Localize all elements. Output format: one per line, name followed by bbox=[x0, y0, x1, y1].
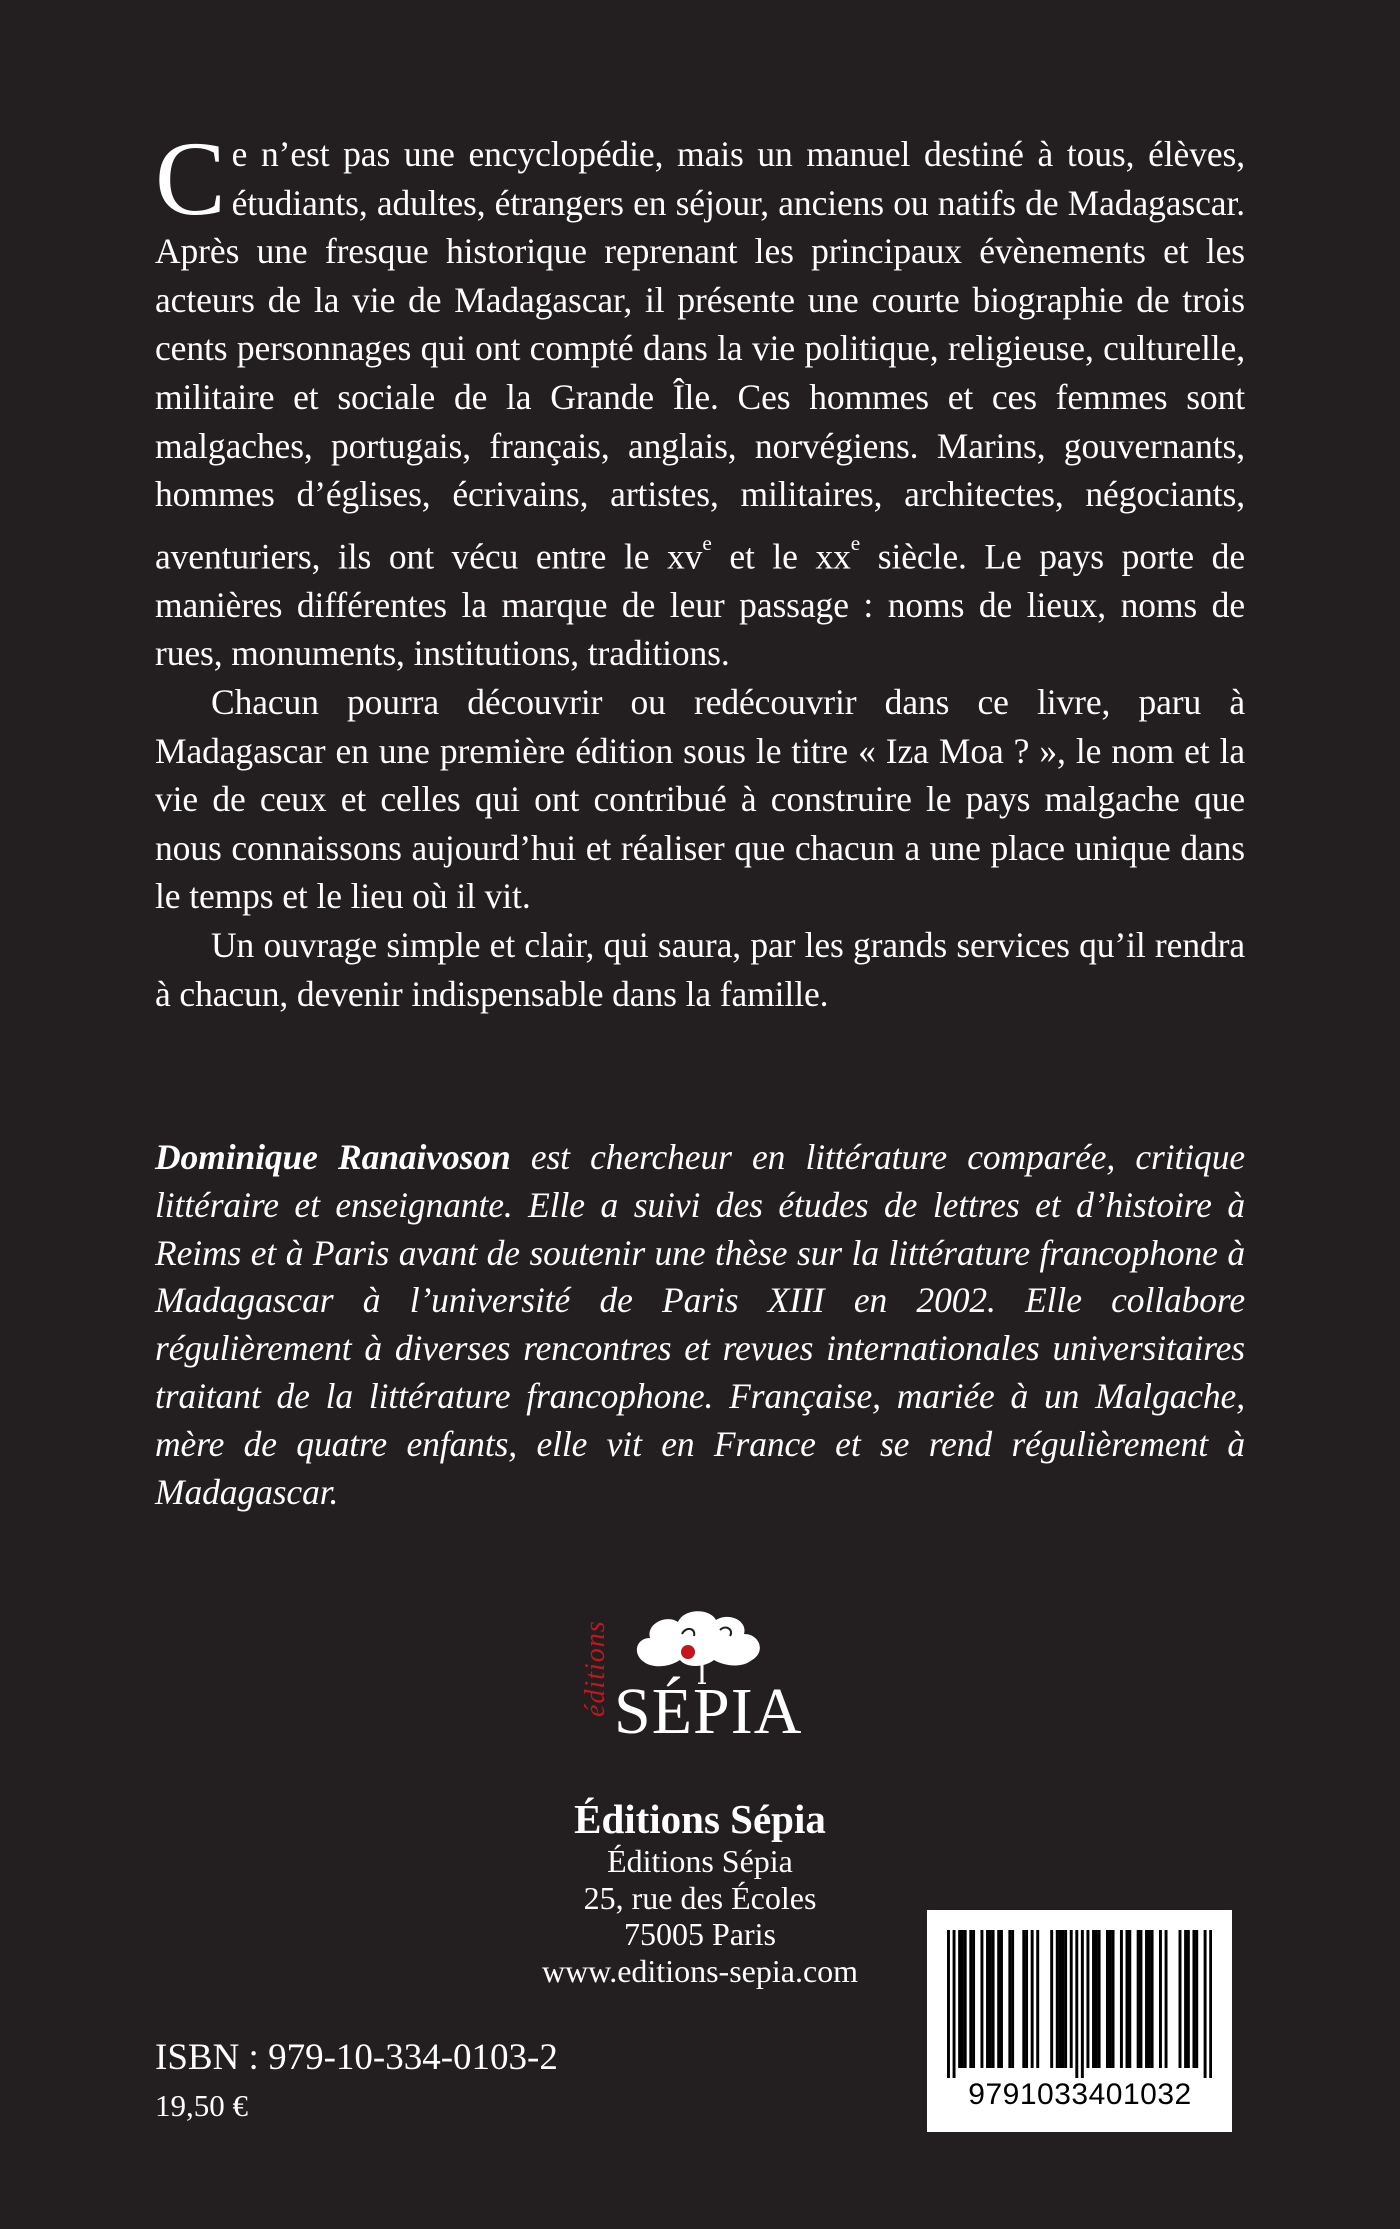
barcode-bar bbox=[989, 1930, 992, 2068]
barcode-bar bbox=[1139, 1930, 1142, 2068]
publisher-address-block bbox=[460, 1795, 940, 1989]
book-blurb bbox=[155, 120, 1245, 1018]
barcode-bar bbox=[1008, 1930, 1011, 2068]
barcode-bar bbox=[997, 1930, 1000, 2068]
barcode-bar bbox=[1106, 1930, 1109, 2068]
century-xx: xx bbox=[815, 536, 851, 577]
barcode-bar bbox=[1031, 1930, 1034, 2068]
barcode-bar bbox=[1145, 1930, 1148, 2068]
barcode-bar bbox=[1148, 1930, 1151, 2068]
barcode-bar bbox=[1179, 1930, 1182, 2068]
blurb-paragraph-2: Chacun pourra découvrir ou redécouvrir dans ce livre, paru à Madagascar en une première édition sous le titre « Iza Moa ? », le nom et la vie de ceux et celles qui ont contribué à construire le pays malgache que nous connaissons aujourd’hui et réaliser que chacun a une place unique dans le temps et le lieu où il vit. bbox=[155, 681, 1245, 917]
barcode-bar bbox=[1050, 1930, 1053, 2068]
barcode-bar bbox=[1059, 1930, 1062, 2068]
tree-icon bbox=[624, 1604, 774, 1684]
barcode-bar bbox=[1128, 1930, 1131, 2068]
barcode-bars bbox=[947, 1930, 1212, 2078]
publisher-city: 75005 Paris bbox=[624, 1916, 776, 1952]
barcode-bar bbox=[1120, 1930, 1123, 2068]
barcode-bar bbox=[1184, 1930, 1187, 2068]
publisher-logo bbox=[580, 1590, 840, 1760]
barcode-bar bbox=[1095, 1930, 1098, 2068]
barcode-bar bbox=[1056, 1930, 1059, 2068]
publisher-website: www.editions-sepia.com bbox=[541, 1952, 859, 1989]
barcode-bar bbox=[992, 1930, 995, 2068]
barcode-bar bbox=[980, 1930, 983, 2068]
publisher-name: Éditions Sépia bbox=[574, 1796, 826, 1842]
barcode-bar bbox=[1061, 1930, 1064, 2068]
isbn: ISBN : 979-10-334-0103-2 bbox=[155, 2037, 558, 2078]
author-biography bbox=[155, 1134, 1245, 1516]
barcode-bar bbox=[1151, 1930, 1154, 2068]
barcode-bar bbox=[1081, 1930, 1084, 2078]
barcode-bar bbox=[1022, 1930, 1025, 2068]
blurb-paragraph-1-connector: et le bbox=[711, 536, 816, 577]
price: 19,50 € bbox=[155, 2088, 248, 2123]
barcode-bar bbox=[1064, 1930, 1067, 2068]
barcode-bar bbox=[986, 1930, 989, 2068]
barcode-bar bbox=[1187, 1930, 1190, 2068]
century-xx-superscript: e bbox=[850, 530, 861, 555]
barcode-bar bbox=[1036, 1930, 1039, 2068]
logo-wordmark: SÉPIA bbox=[614, 1675, 803, 1748]
barcode-bar bbox=[1192, 1930, 1195, 2068]
barcode-bar bbox=[1011, 1930, 1014, 2068]
barcode bbox=[927, 1910, 1232, 2132]
barcode-bar bbox=[1025, 1930, 1028, 2068]
blurb-paragraph-1 bbox=[155, 120, 1245, 678]
barcode-bar bbox=[1195, 1930, 1198, 2068]
barcode-bar bbox=[1165, 1930, 1168, 2068]
barcode-bar bbox=[1092, 1930, 1095, 2068]
barcode-bar bbox=[1098, 1930, 1101, 2068]
barcode-bar bbox=[969, 1930, 972, 2068]
century-xv-superscript: e bbox=[702, 530, 712, 555]
publisher-street: 25, rue des Écoles bbox=[583, 1879, 817, 1916]
barcode-bar bbox=[1070, 1930, 1073, 2068]
barcode-bar bbox=[1075, 1930, 1078, 2078]
blurb-paragraph-1-text: e n’est pas une encyclopédie, mais un manuel destiné à tous, élèves, étudiants, adultes, étrangers en séjour, anciens ou natifs de Madagascar. Après une fresque historique reprenant les principaux évènements et les acteurs de la vie de Madagascar, il présente une courte biographie de trois cents personnages qui ont compté dans la vie politique, religieuse, culturelle, militaire et sociale de la Grande Île. Ces hommes et ces femmes sont malgaches, portugais, français, anglais, norvégiens. Marins, gouvernants, hommes d’églises, écrivains, artistes, militaires, architectes, négociants, aventuriers, ils ont vécu entre le bbox=[155, 134, 1245, 577]
barcode-bar bbox=[1112, 1930, 1115, 2068]
barcode-bar bbox=[964, 1930, 967, 2068]
barcode-bar bbox=[1209, 1930, 1212, 2078]
logo-editions-text: éditions bbox=[580, 1620, 611, 1718]
barcode-bar bbox=[958, 1930, 961, 2068]
barcode-bar bbox=[1126, 1930, 1129, 2068]
barcode-bar bbox=[1204, 1930, 1207, 2078]
barcode-bar bbox=[1109, 1930, 1112, 2068]
barcode-bar bbox=[1086, 1930, 1089, 2068]
barcode-bar bbox=[1137, 1930, 1140, 2068]
blurb-paragraph-1-ending: siècle. Le pays porte de manières différentes la marque de leur passage : noms de lieux, noms de rues, monuments, institutions, traditions. bbox=[155, 536, 1245, 674]
barcode-bar bbox=[953, 1930, 956, 2078]
author-name: Dominique Ranaivoson bbox=[155, 1137, 511, 1177]
barcode-bar bbox=[1000, 1930, 1003, 2068]
barcode-bar bbox=[1159, 1930, 1162, 2068]
barcode-bar bbox=[947, 1930, 950, 2078]
century-xv: xv bbox=[667, 536, 703, 577]
barcode-digits: 9791033401032 bbox=[968, 2078, 1192, 2111]
barcode-bar bbox=[961, 1930, 964, 2068]
drop-cap-letter: C bbox=[155, 120, 226, 237]
author-biography-text: est chercheur en littérature comparée, critique littéraire et enseignante. Elle a suivi des études de lettres et d’histoire à Reims et à Paris avant de soutenir une thèse sur la littérature francophone à Madagascar à l’université de Paris XIII en 2002. Elle collabore régulièrement à diverses rencontres et revues internationales universitaires traitant de la littérature francophone. Française, mariée à un Malgache, mère de quatre enfants, elle vit en France et se rend régulièrement à Madagascar. bbox=[155, 1137, 1246, 1512]
publisher-line-1: Éditions Sépia bbox=[607, 1843, 793, 1879]
barcode-bar bbox=[972, 1930, 975, 2068]
blurb-paragraph-3: Un ouvrage simple et clair, qui saura, par les grands services qu’il rendra à chacun, devenir indispensable dans la famille. bbox=[155, 924, 1245, 1014]
